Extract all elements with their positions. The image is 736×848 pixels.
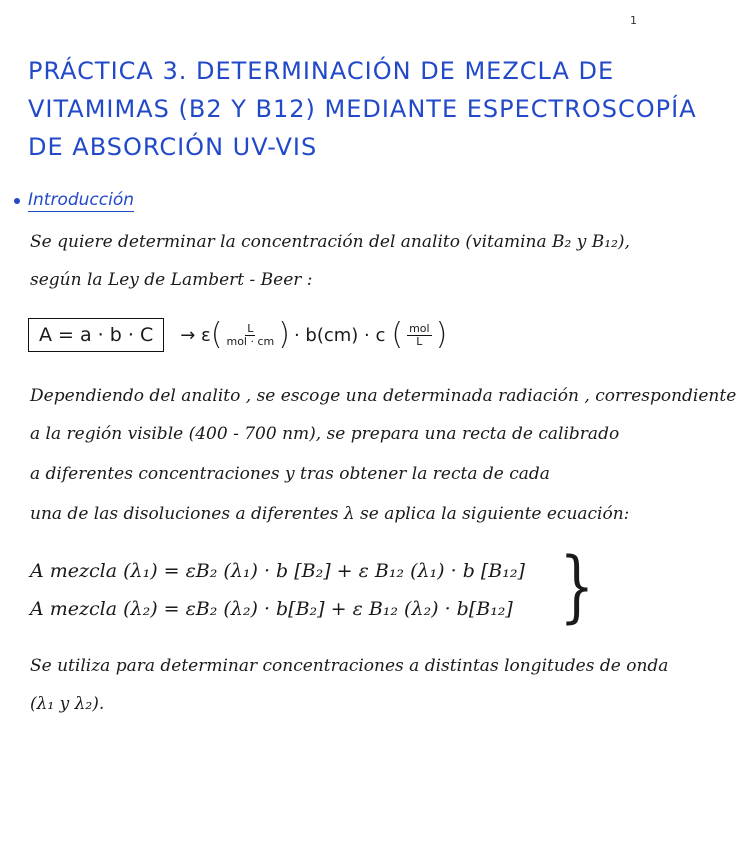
page-number: 1 xyxy=(630,14,637,27)
concentration-unit-numerator: mol xyxy=(409,321,430,335)
paragraph-line-2: a la región visible (400 - 700 nm), se prepara una recta de calibrado xyxy=(30,424,620,444)
title-line-1: PRÁCTICA 3. DETERMINACIÓN DE MEZCLA DE xyxy=(28,57,615,85)
left-paren: ( xyxy=(210,317,223,352)
intro-line-2: según la Ley de Lambert - Beer : xyxy=(30,270,313,290)
left-paren-2: ( xyxy=(391,317,404,352)
boxed-formula: A = a · b · C xyxy=(28,318,164,352)
equation-lambda-2: A mezcla (λ₂) = εB₂ (λ₂) · b[B₂] + ε B₁₂ (λ₂) · b[B₁₂] xyxy=(30,598,513,620)
paragraph-line-3: a diferentes concentraciones y tras obtener la recta de cada xyxy=(30,464,550,484)
epsilon-unit-denominator: mol · cm xyxy=(226,334,275,348)
paragraph-line-1: Dependiendo del analito , se escoge una determinada radiación , correspondiente xyxy=(30,386,736,406)
page-title xyxy=(28,52,697,166)
closing-line-1: Se utiliza para determinar concentraciones a distintas longitudes de onda xyxy=(30,656,669,676)
title-line-2: VITAMIMAS (B2 Y B12) MEDIANTE ESPECTROSCOPÍA xyxy=(28,95,697,123)
formula-middle: · b(cm) · c xyxy=(293,324,386,346)
formula-expansion xyxy=(180,317,448,352)
title-line-3: DE ABSORCIÓN UV-VIS xyxy=(28,133,318,161)
concentration-unit-denominator: L xyxy=(416,334,423,348)
equation-brace: } xyxy=(559,542,595,632)
intro-line-1: Se quiere determinar la concentración del analito (vitamina B₂ y B₁₂), xyxy=(30,232,630,252)
section-heading: Introducción xyxy=(28,190,135,210)
equation-lambda-1: A mezcla (λ₁) = εB₂ (λ₁) · b [B₂] + ε B₁₂ (λ₁) · b [B₁₂] xyxy=(30,560,525,582)
right-paren: ) xyxy=(278,317,290,352)
formula-arrow: → ε xyxy=(180,324,211,346)
epsilon-unit-numerator: L xyxy=(247,321,254,335)
epsilon-unit-fraction xyxy=(226,323,274,348)
concentration-unit-fraction xyxy=(407,323,432,348)
section-introduction xyxy=(14,190,134,212)
paragraph-line-4: una de las disoluciones a diferentes λ se aplica la siguiente ecuación: xyxy=(30,504,630,524)
closing-line-2: (λ₁ y λ₂). xyxy=(30,694,105,714)
right-paren-2: ) xyxy=(435,317,448,352)
bullet-icon xyxy=(14,198,20,204)
lambert-beer-formula xyxy=(28,318,447,352)
